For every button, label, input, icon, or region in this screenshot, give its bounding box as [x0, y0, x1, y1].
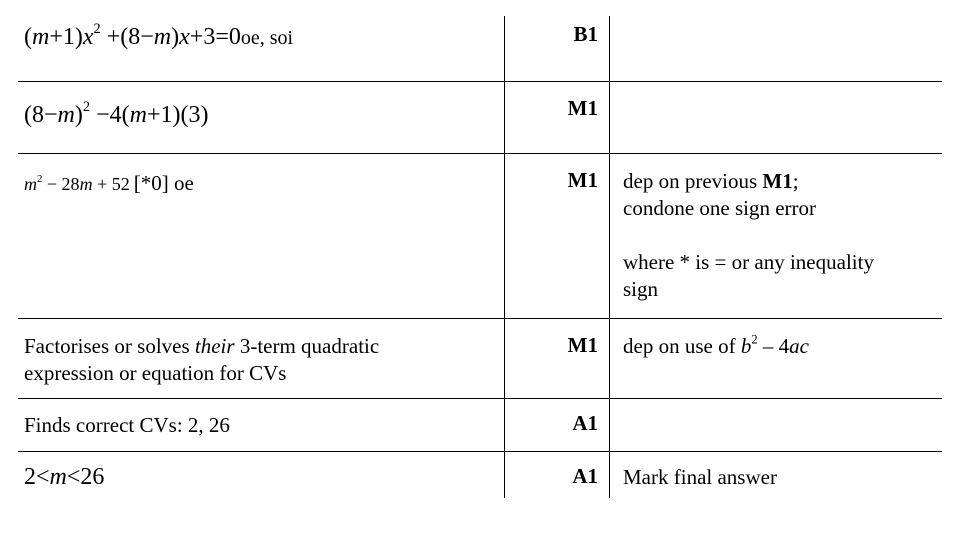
table-row — [18, 452, 942, 498]
mark-cell: A1 — [504, 399, 610, 451]
mark-cell: M1 — [504, 82, 610, 153]
mark-cell: A1 — [504, 452, 610, 498]
answer-cell: Factorises or solves their 3-term quadratic expression or equation for CVs — [24, 334, 380, 385]
mark-cell: M1 — [504, 154, 610, 318]
answer-suffix: [*0] oe — [133, 171, 194, 195]
guidance-cell — [610, 399, 942, 451]
answer-cell — [18, 452, 504, 498]
table-row — [18, 16, 942, 82]
table-row — [18, 399, 942, 452]
mark-cell: B1 — [504, 16, 610, 81]
table-row — [18, 319, 942, 399]
guidance-cell: dep on use of $b^2 - 4ac$ — [623, 332, 809, 358]
answer-expression: 2<m<26 — [24, 464, 105, 490]
answer-expression: $(8-m)^2 -4(m+1)(3)$ — [24, 99, 209, 128]
answer-cell — [18, 16, 504, 81]
guidance-cell — [610, 82, 942, 153]
answer-expression: $(m+1)x^2 +(8-m)x+3=0$ — [24, 21, 241, 50]
guidance-cell: Mark final answer — [623, 465, 777, 489]
mark-scheme-table — [18, 16, 942, 498]
mark-cell: M1 — [504, 319, 610, 398]
guidance-cell — [610, 16, 942, 81]
answer-cell — [18, 154, 504, 318]
table-row — [18, 154, 942, 319]
table-row — [18, 82, 942, 154]
guidance-cell: dep on previous M1; condone one sign error where * is = or any inequality sign — [623, 169, 874, 301]
answer-suffix: oe, soi — [240, 27, 294, 49]
answer-cell — [18, 82, 504, 153]
answer-cell: Finds correct CVs: 2, 26 — [24, 413, 230, 437]
answer-expression: $m^2 - 28m + 52$ — [24, 172, 130, 194]
